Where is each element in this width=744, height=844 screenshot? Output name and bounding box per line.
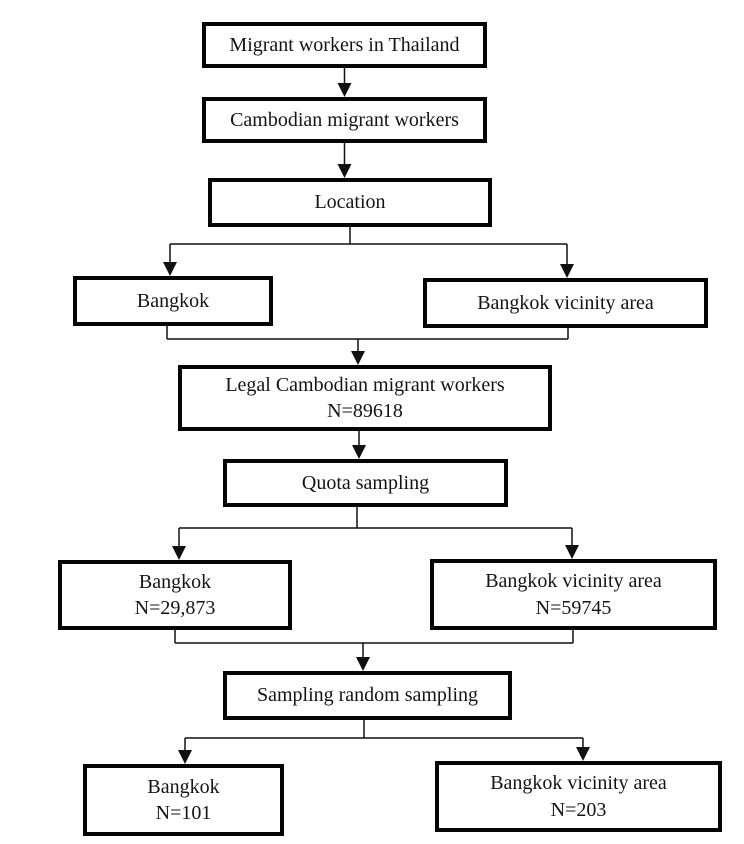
- edge-location-branch: [163, 227, 574, 278]
- node-bangkok-quota: [58, 560, 292, 630]
- node-label: Migrant workers in Thailand: [229, 33, 460, 56]
- arrowhead: [356, 657, 370, 671]
- arrowhead: [565, 545, 579, 559]
- arrowhead: [338, 164, 352, 178]
- arrowhead: [351, 351, 365, 365]
- arrowhead: [352, 445, 366, 459]
- node-bangkok-vicinity-final-sample: [435, 761, 722, 832]
- arrowhead: [178, 750, 192, 764]
- node-count: N=59745: [535, 596, 612, 619]
- edge-merge-to-random-sampling: [175, 630, 573, 671]
- edge-random-sampling-branch: [178, 720, 590, 764]
- node-migrant-workers-thailand: [202, 22, 487, 68]
- edge-cambodian-workers-to-location: [338, 143, 352, 178]
- edge-migrant-workers-to-cambodian-workers: [338, 68, 352, 97]
- node-count: N=89618: [327, 400, 403, 422]
- node-bangkok-location: [73, 276, 273, 326]
- edge-merge-to-legal-workers: [167, 326, 568, 365]
- arrowhead: [338, 83, 352, 97]
- edge-legal-workers-to-quota-sampling: [352, 431, 366, 459]
- node-label: Bangkok vicinity area: [477, 291, 654, 314]
- node-location: [208, 178, 492, 227]
- node-bangkok-vicinity-quota: [430, 559, 717, 630]
- node-label: Cambodian migrant workers: [230, 108, 459, 131]
- node-bangkok-vicinity-location: [423, 278, 708, 328]
- arrowhead: [576, 747, 590, 761]
- node-label: Sampling random sampling: [256, 684, 479, 707]
- node-label: Location: [314, 191, 386, 214]
- arrowhead: [560, 264, 574, 278]
- node-count: N=203: [550, 798, 607, 821]
- node-label: Legal Cambodian migrant workers: [225, 373, 505, 396]
- node-count: N=29,873: [134, 597, 216, 619]
- node-label: Quota sampling: [301, 471, 430, 494]
- node-sampling-random-sampling: [223, 671, 512, 720]
- node-label: Bangkok: [147, 775, 220, 798]
- arrowhead: [163, 262, 177, 276]
- node-quota-sampling: [223, 459, 508, 507]
- node-label: Bangkok: [138, 570, 212, 593]
- edge-quota-sampling-branch: [172, 507, 579, 560]
- arrowhead: [172, 546, 186, 560]
- node-bangkok-final-sample: [83, 764, 284, 836]
- node-label: Bangkok vicinity area: [485, 570, 662, 593]
- node-label: Bangkok vicinity area: [490, 772, 667, 795]
- node-legal-cambodian-migrant-workers: [178, 365, 552, 431]
- node-label: Bangkok: [136, 289, 210, 312]
- node-cambodian-migrant-workers: [202, 97, 487, 143]
- node-count: N=101: [155, 802, 212, 824]
